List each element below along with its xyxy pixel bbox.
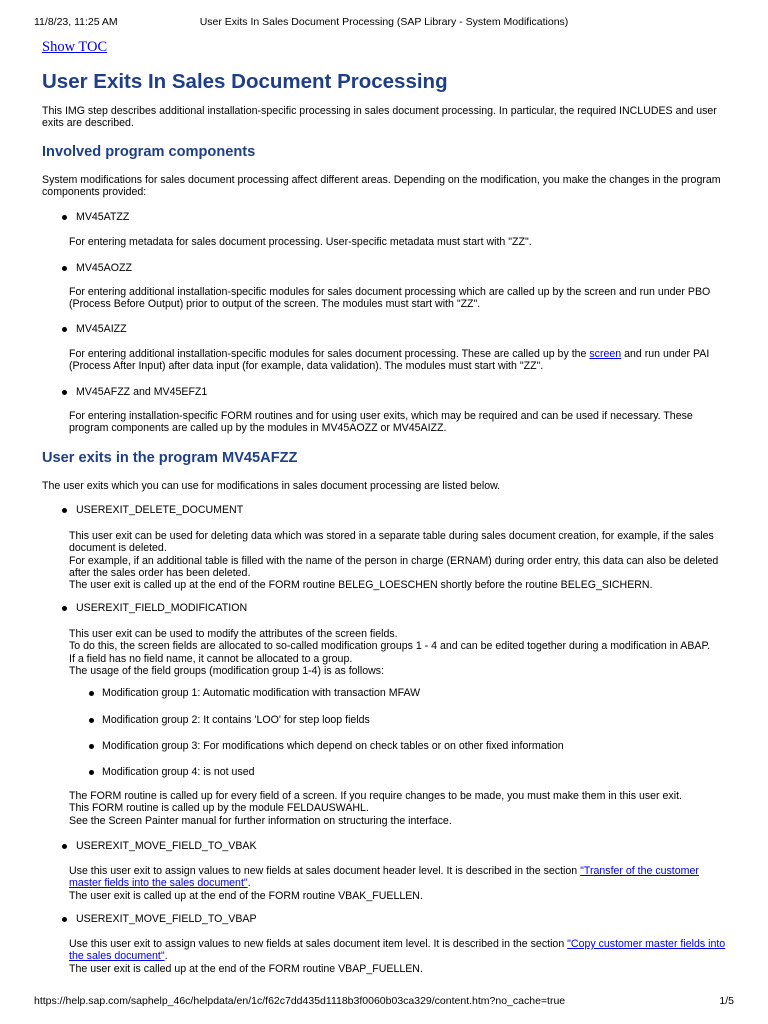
list-item bbox=[42, 766, 732, 778]
list-item bbox=[42, 211, 732, 223]
show-toc-link[interactable]: Show TOC bbox=[42, 39, 108, 55]
component-name: MV45AFZZ and MV45EFZ1 bbox=[42, 386, 732, 398]
print-timestamp: 11/8/23, 11:25 AM bbox=[34, 16, 118, 28]
user-exit-name: USEREXIT_FIELD_MODIFICATION bbox=[42, 602, 732, 614]
section-heading: Involved program components bbox=[42, 144, 256, 160]
print-header bbox=[0, 0, 768, 30]
page-number: 1/5 bbox=[719, 995, 734, 1007]
list-item bbox=[42, 913, 732, 925]
section1-intro: System modifications for sales document processing affect different areas. Depending on the modification, you make the changes in the program components provided: bbox=[42, 174, 721, 199]
list-item bbox=[42, 740, 732, 752]
modification-group: Modification group 4: is not used bbox=[42, 766, 732, 778]
transfer-customer-master-link[interactable]: "Transfer of the customer master fields into the sales document" bbox=[69, 865, 699, 890]
user-exit-desc: Use this user exit to assign values to new fields at sales document item level. It is described in the section "Copy customer master fields into the sales document". The user exit is called up at the end of the FORM routine VBAP_FUELLEN. bbox=[69, 938, 726, 975]
user-exit-name: USEREXIT_DELETE_DOCUMENT bbox=[42, 504, 732, 516]
list-item bbox=[42, 714, 732, 726]
component-desc: For entering installation-specific FORM routines and for using user exits, which may be required and can be used if necessary. These program components are called up by the modules in MV45AOZZ or MV45AIZZ. bbox=[69, 410, 693, 435]
section-heading: User exits in the program MV45AFZZ bbox=[42, 450, 298, 466]
page-title: User Exits In Sales Document Processing bbox=[42, 70, 448, 93]
section-user-exits bbox=[42, 449, 732, 467]
list-item bbox=[42, 504, 732, 516]
component-desc: For entering additional installation-specific modules for sales document processing which are called up by the screen and run under PBO (Process Before Output) prior to output of the screen. The modules must start with "ZZ". bbox=[69, 286, 711, 311]
print-url: https://help.sap.com/saphelp_46c/helpdata/en/1c/f62c7dd435d1118b3f0060b03ca329/content.htm?no_cache=true bbox=[34, 995, 566, 1007]
component-name: MV45AIZZ bbox=[42, 323, 732, 335]
modification-group: Modification group 1: Automatic modification with transaction MFAW bbox=[42, 687, 732, 699]
print-title: User Exits In Sales Document Processing (SAP Library - System Modifications) bbox=[199, 16, 569, 28]
list-item bbox=[42, 602, 732, 614]
copy-customer-master-link[interactable]: "Copy customer master fields into the sales document" bbox=[69, 938, 726, 963]
user-exit-desc: This user exit can be used to modify the attributes of the screen fields. To do this, the screen fields are allocated to so-called modification groups 1 - 4 and can be edited together during a modification in ABAP. If a field has no field name, it cannot be allocated to a group. The usage of the field groups (modification group 1-4) is as follows: bbox=[69, 628, 711, 677]
user-exit-desc: The FORM routine is called up for every field of a screen. If you require changes to be made, you must make them in this user exit. This FORM routine is called up by the module FELDAUSWAHL. See the Screen Painter manual for further information on structuring the interface. bbox=[69, 790, 682, 827]
list-item bbox=[42, 386, 732, 398]
component-desc: For entering additional installation-specific modules for sales document processing. These are called up by the screen and run under PAI (Process After Input) after data input (for example, data validation). The modules must start with "ZZ". bbox=[69, 348, 710, 373]
user-exit-desc: This user exit can be used for deleting data which was stored in a separate table during sales document creation, for example, if the sales document is deleted. For example, if an additional table is filled with the name of the person in charge (ERNAM) during order entry, this data can also be deleted after the sales order has been deleted. The user exit is called up at the end of the FORM routine BELEG_LOESCHEN shortly before the routine BELEG_SICHERN. bbox=[69, 530, 719, 592]
component-name: MV45ATZZ bbox=[42, 211, 732, 223]
list-item bbox=[42, 262, 732, 274]
section2-intro: The user exits which you can use for modifications in sales document processing are listed below. bbox=[42, 480, 501, 492]
screen-link[interactable]: screen bbox=[589, 348, 622, 360]
intro-paragraph: This IMG step describes additional installation-specific processing in sales document processing. In particular, the required INCLUDES and user exits are described. bbox=[42, 105, 717, 130]
modification-group: Modification group 3: For modifications which depend on check tables or on other fixed information bbox=[42, 740, 732, 752]
list-item bbox=[42, 323, 732, 335]
list-item bbox=[42, 840, 732, 852]
user-exit-name: USEREXIT_MOVE_FIELD_TO_VBAP bbox=[42, 913, 732, 925]
modification-group: Modification group 2: It contains 'LOO' for step loop fields bbox=[42, 714, 732, 726]
user-exit-name: USEREXIT_MOVE_FIELD_TO_VBAK bbox=[42, 840, 732, 852]
list-item bbox=[42, 687, 732, 699]
component-desc: For entering metadata for sales document processing. User-specific metadata must start with "ZZ". bbox=[69, 236, 532, 248]
user-exit-desc: Use this user exit to assign values to new fields at sales document header level. It is described in the section "Transfer of the customer master fields into the sales document". The user exit is called up at the end of the FORM routine VBAK_FUELLEN. bbox=[69, 865, 699, 902]
section-involved-components bbox=[42, 143, 732, 161]
document-body bbox=[42, 38, 732, 95]
component-name: MV45AOZZ bbox=[42, 262, 732, 274]
